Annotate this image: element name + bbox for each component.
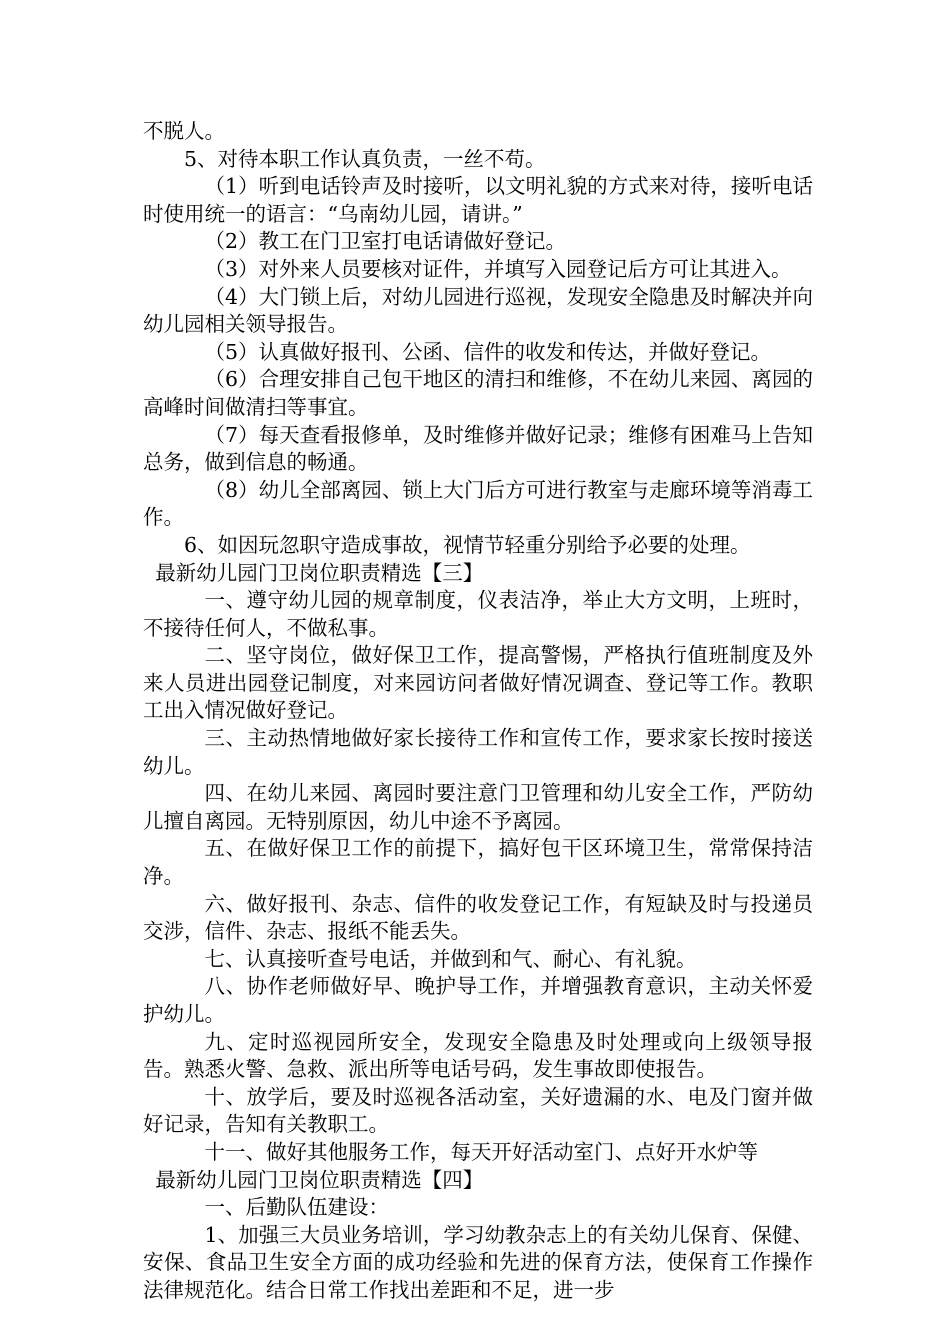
paragraph-training: 1、加强三大员业务培训，学习幼教杂志上的有关幼儿保育、保健、安保、食品卫生安全方面的成功经验和先进的保育方法，使保育工作操作法律规范化。结合日常工作找出差距和不足，进一步 <box>143 1222 813 1302</box>
paragraph-duty-1: 一、遵守幼儿园的规章制度，仪表洁净，举止大方文明，上班时，不接待任何人，不做私事。 <box>143 588 813 640</box>
paragraph-duty-6: 六、做好报刊、杂志、信件的收发登记工作，有短缺及时与投递员交涉，信件、杂志、报纸不能丢失。 <box>143 891 813 944</box>
section-heading-4: 最新幼儿园门卫岗位职责精选【四】 <box>155 1167 484 1192</box>
paragraph-continuation: 不脱人。 <box>143 119 225 143</box>
paragraph-item-5: 5、对待本职工作认真负责，一丝不苟。 <box>184 146 546 171</box>
paragraph-duty-5: 五、在做好保卫工作的前提下，搞好包干区环境卫生，常常保持洁净。 <box>143 836 813 889</box>
paragraph-duty-10: 十、放学后，要及时巡视各活动室，关好遗漏的水、电及门窗并做好记录，告知有关教职工。 <box>143 1084 813 1137</box>
paragraph-subitem-4: （4）大门锁上后，对幼儿园进行巡视，发现安全隐患及时解决并向幼儿园相关领导报告。 <box>143 284 813 337</box>
paragraph-subitem-8: （8）幼儿全部离园、锁上大门后方可进行教室与走廊环境等消毒工作。 <box>143 477 813 530</box>
section-heading-3: 最新幼儿园门卫岗位职责精选【三】 <box>155 560 484 585</box>
paragraph-duty-8: 八、协作老师做好早、晚护导工作，并增强教育意识，主动关怀爱护幼儿。 <box>143 974 813 1026</box>
paragraph-duty-4: 四、在幼儿来园、离园时要注意门卫管理和幼儿安全工作，严防幼儿擅自离园。无特别原因，幼儿中途不予离园。 <box>143 781 813 833</box>
paragraph-subitem-5: （5）认真做好报刊、公函、信件的收发和传达，并做好登记。 <box>204 339 772 364</box>
paragraph-duty-11: 十一、做好其他服务工作，每天开好活动室门、点好开水炉等 <box>204 1139 758 1164</box>
paragraph-item-6: 6、如因玩忽职守造成事故，视情节轻重分别给予必要的处理。 <box>184 532 751 557</box>
paragraph-subitem-1: （1）听到电话铃声及时接听，以文明礼貌的方式来对待，接听电话时使用统一的语言：“乌南幼儿园，请讲。” <box>143 174 813 226</box>
paragraph-section-1: 一、后勤队伍建设： <box>204 1195 389 1220</box>
document-body <box>143 118 813 1305</box>
paragraph-duty-2: 二、坚守岗位，做好保卫工作，提高警惕，严格执行值班制度及外来人员进出园登记制度，对来园访问者做好情况调查、登记等工作。教职工出入情况做好登记。 <box>143 643 813 723</box>
paragraph-subitem-3: （3）对外来人员要核对证件，并填写入园登记后方可让其进入。 <box>204 256 792 281</box>
paragraph-subitem-7: （7）每天查看报修单，及时维修并做好记录；维修有困难马上告知总务，做到信息的畅通。 <box>143 422 813 475</box>
paragraph-subitem-6: （6）合理安排自己包干地区的清扫和维修，不在幼儿来园、离园的高峰时间做清扫等事宜。 <box>143 367 813 419</box>
paragraph-subitem-2: （2）教工在门卫室打电话请做好登记。 <box>204 229 567 254</box>
paragraph-duty-7: 七、认真接听查号电话，并做到和气、耐心、有礼貌。 <box>204 946 697 971</box>
paragraph-duty-3: 三、主动热情地做好家长接待工作和宣传工作，要求家长按时接送幼儿。 <box>143 726 813 778</box>
paragraph-duty-9: 九、定时巡视园所安全，发现安全隐患及时处理或向上级领导报告。熟悉火警、急救、派出所等电话号码，发生事故即使报告。 <box>143 1029 813 1082</box>
